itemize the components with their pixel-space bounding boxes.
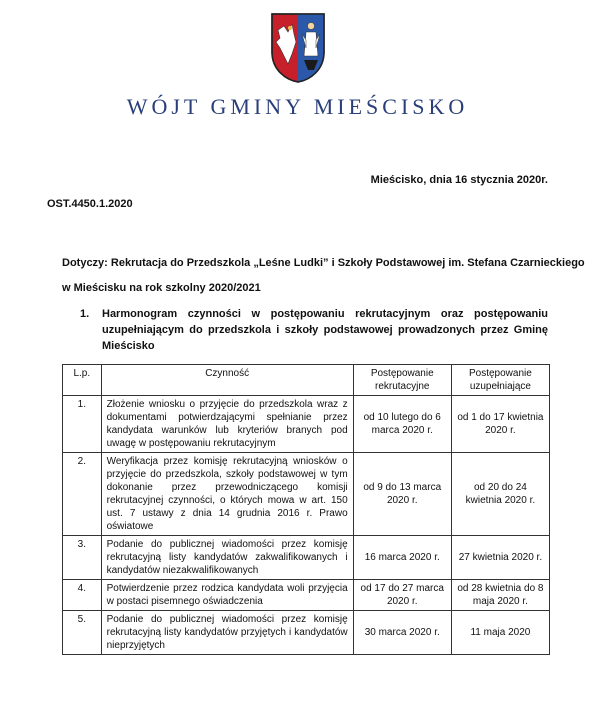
table-row: [63, 580, 550, 611]
table-row: [63, 396, 550, 453]
table-row: [63, 453, 550, 536]
row-number: 5.: [63, 611, 102, 655]
row-number: 3.: [63, 536, 102, 580]
row-supplementary-date: od 1 do 17 kwietnia 2020 r.: [451, 396, 549, 453]
row-recruitment-date: 16 marca 2020 r.: [353, 536, 451, 580]
table-header-row: [63, 365, 550, 396]
coat-of-arms-icon: [270, 12, 326, 84]
row-activity: Podanie do publicznej wiadomości przez komisję rekrutacyjną listy kandydatów zakwalifikowanych i kandydatów niezakwalifikowanych: [101, 536, 353, 580]
row-recruitment-date: 30 marca 2020 r.: [353, 611, 451, 655]
row-number: 1.: [63, 396, 102, 453]
row-supplementary-date: od 20 do 24 kwietnia 2020 r.: [451, 453, 549, 536]
row-number: 4.: [63, 580, 102, 611]
row-activity: Weryfikacja przez komisję rekrutacyjną wniosków o przyjęcie do przedszkola, szkoły podstawowej w tym dokonanie przez przewodniczącego komisji rekrutacyjnej czynności, o których mowa w art. 150 ust. 7 ustawy z dnia 14 grudnia 2016 r. Prawo oświatowe: [101, 453, 353, 536]
header-activity: Czynność: [101, 365, 353, 396]
document-date: Mieścisko, dnia 16 stycznia 2020r.: [370, 174, 548, 186]
header-recruitment: Postępowanie rekrutacyjne: [353, 365, 451, 396]
row-recruitment-date: od 10 lutego do 6 marca 2020 r.: [353, 396, 451, 453]
row-activity: Złożenie wniosku o przyjęcie do przedszkola wraz z dokumentami potwierdzającymi spełnianie przez kandydata warunków lub kryteriów branych pod uwagę w postępowaniu rekrutacyjnym: [101, 396, 353, 453]
row-recruitment-date: od 17 do 27 marca 2020 r.: [353, 580, 451, 611]
table-row: [63, 536, 550, 580]
row-supplementary-date: 11 maja 2020: [451, 611, 549, 655]
row-supplementary-date: 27 kwietnia 2020 r.: [451, 536, 549, 580]
section-heading: [80, 306, 548, 354]
header-lp: L.p.: [63, 365, 102, 396]
row-supplementary-date: od 28 kwietnia do 8 maja 2020 r.: [451, 580, 549, 611]
table-row: [63, 611, 550, 655]
header-supplementary: Postępowanie uzupełniające: [451, 365, 549, 396]
page-title: WÓJT GMINY MIEŚCISKO: [126, 94, 469, 119]
row-number: 2.: [63, 453, 102, 536]
schedule-table: [62, 364, 550, 655]
row-recruitment-date: od 9 do 13 marca 2020 r.: [353, 453, 451, 536]
subject-line-continued: w Mieścisku na rok szkolny 2020/2021: [62, 282, 261, 294]
section-title: Harmonogram czynności w postępowaniu rekrutacyjnym oraz postępowaniu uzupełniającym do przedszkola i szkoły podstawowej prowadzonych przez Gminę Mieścisko: [102, 308, 548, 352]
reference-number: OST.4450.1.2020: [47, 198, 133, 210]
subject-line: Dotyczy: Rekrutacja do Przedszkola „Leśne Ludki” i Szkoły Podstawowej im. Stefana Czarnieckiego: [62, 257, 585, 269]
row-activity: Potwierdzenie przez rodzica kandydata woli przyjęcia w postaci pisemnego oświadczenia: [101, 580, 353, 611]
row-activity: Podanie do publicznej wiadomości przez komisję rekrutacyjną listy kandydatów przyjętych i kandydatów nieprzyjętych: [101, 611, 353, 655]
section-number: 1.: [80, 308, 90, 320]
